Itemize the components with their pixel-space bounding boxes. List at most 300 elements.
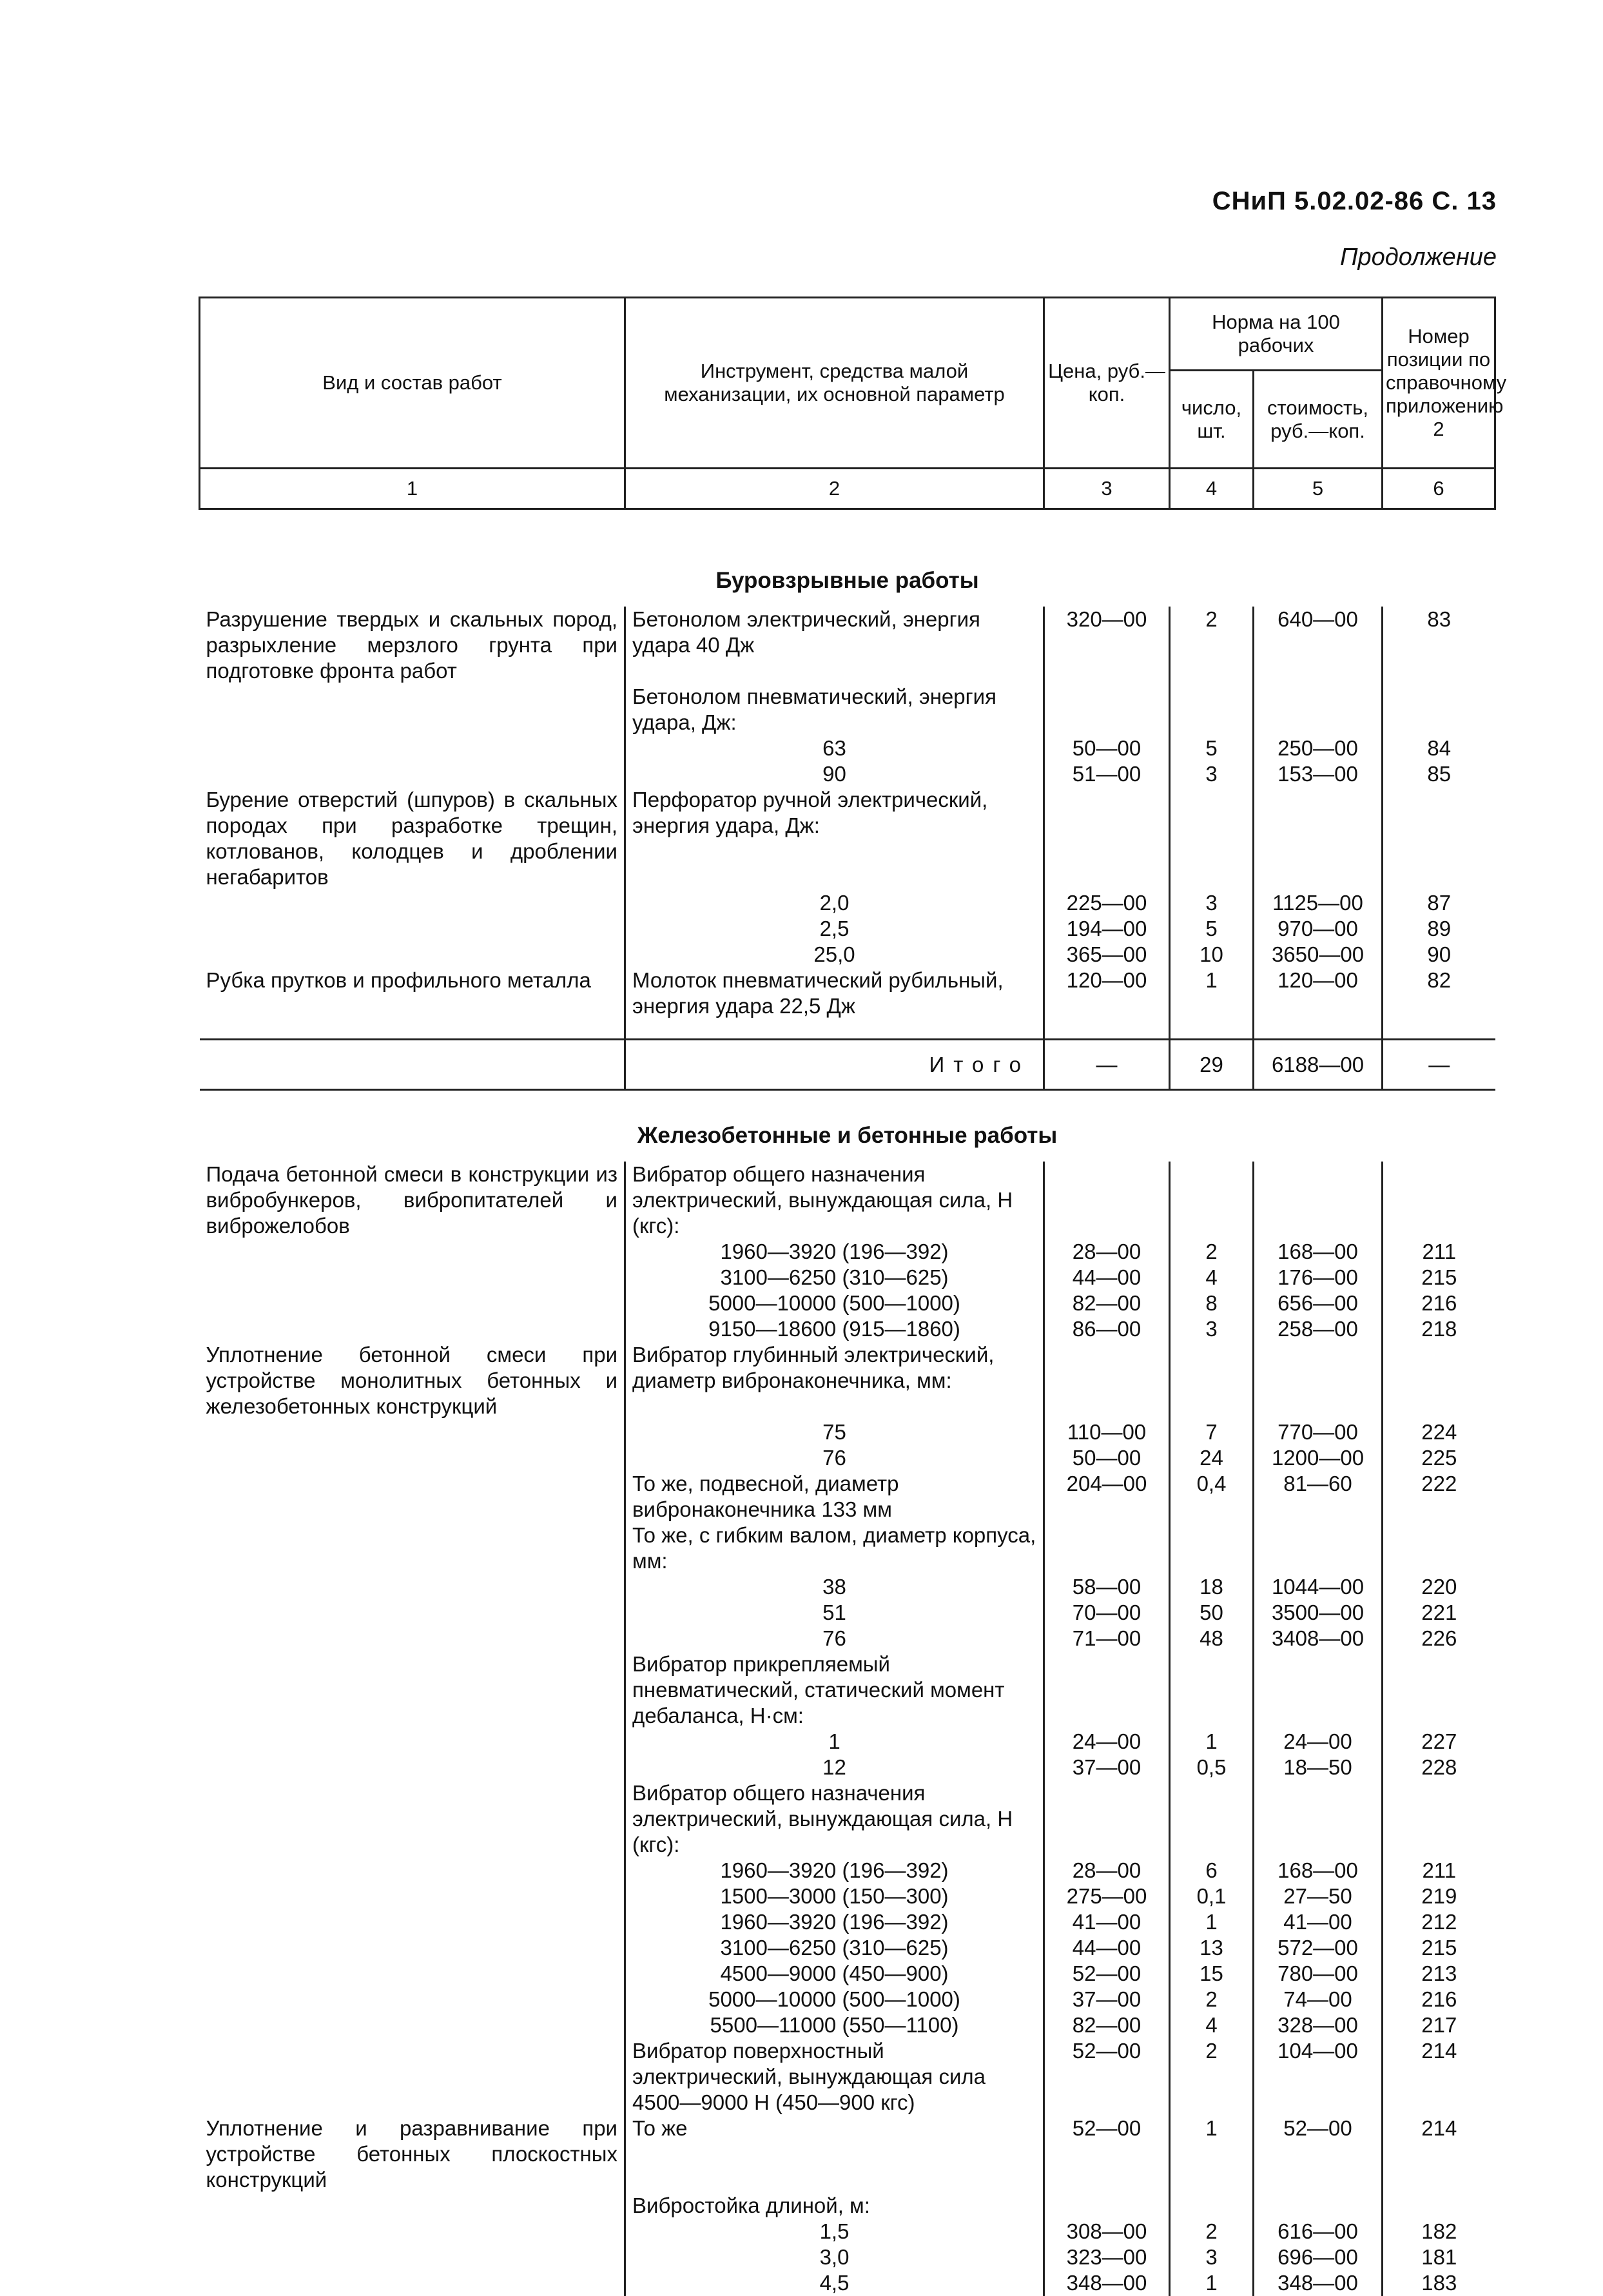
price-cell: 28—00 [1044, 1239, 1170, 1265]
work-description: Подача бетонной смеси в конструкции из вибробункеров, вибропитателей и виброжелобов [200, 1162, 625, 1239]
cost-cell: 168—00 [1254, 1239, 1383, 1265]
column-number-4: 4 [1170, 469, 1254, 509]
instrument-description: Вибратор глубинный электрический, диаметр вибронаконечника, мм: [625, 1342, 1044, 1419]
position-cell: 211 [1383, 1858, 1495, 1883]
work-description [200, 1651, 625, 1729]
spacer-cell [1170, 1019, 1254, 1040]
cost-cell: 656—00 [1254, 1290, 1383, 1316]
instrument-description: То же, подвесной, диаметр вибронаконечника 133 мм [625, 1471, 1044, 1523]
price-cell: 320—00 [1044, 607, 1170, 684]
price-cell: 70—00 [1044, 1600, 1170, 1626]
price-cell: 41—00 [1044, 1909, 1170, 1935]
count-cell: 2 [1170, 607, 1254, 684]
count-cell [1170, 1651, 1254, 1729]
cost-cell [1254, 1342, 1383, 1419]
position-cell: 215 [1383, 1265, 1495, 1290]
position-cell: 216 [1383, 1290, 1495, 1316]
table-row [200, 1883, 1495, 1909]
table-row [200, 761, 1495, 787]
price-cell: 37—00 [1044, 1987, 1170, 2012]
cost-cell: 1200—00 [1254, 1445, 1383, 1471]
position-cell: 82 [1383, 968, 1495, 1019]
count-cell: 13 [1170, 1935, 1254, 1961]
price-cell: 82—00 [1044, 2012, 1170, 2038]
instrument-description: 2,5 [625, 916, 1044, 942]
position-cell: 84 [1383, 735, 1495, 761]
cost-cell: 348—00 [1254, 2270, 1383, 2296]
price-cell: 348—00 [1044, 2270, 1170, 2296]
page-header: СНиП 5.02.02-86 С. 13 [1212, 187, 1497, 215]
cost-cell: 572—00 [1254, 1935, 1383, 1961]
work-description [200, 684, 625, 735]
position-cell [1383, 684, 1495, 735]
instrument-description: 5500—11000 (550—1100) [625, 2012, 1044, 2038]
instrument-description: 5000—10000 (500—1000) [625, 1290, 1044, 1316]
cost-cell: 52—00 [1254, 2116, 1383, 2193]
price-cell: 51—00 [1044, 761, 1170, 787]
instrument-description: 12 [625, 1755, 1044, 1780]
price-cell [1044, 2193, 1170, 2219]
work-description [200, 1290, 625, 1316]
work-description [200, 1471, 625, 1523]
instrument-description: Бетонолом электрический, энергия удара 40 Дж [625, 607, 1044, 684]
position-cell [1383, 1342, 1495, 1419]
count-cell: 4 [1170, 2012, 1254, 2038]
table-row [200, 1265, 1495, 1290]
instrument-description: 9150—18600 (915—1860) [625, 1316, 1044, 1342]
position-cell: 226 [1383, 1626, 1495, 1651]
price-cell: 71—00 [1044, 1626, 1170, 1651]
count-cell: 5 [1170, 735, 1254, 761]
cost-cell: 104—00 [1254, 2038, 1383, 2116]
price-cell [1044, 1651, 1170, 1729]
table-row [200, 1523, 1495, 1574]
table-row [200, 787, 1495, 890]
count-cell: 1 [1170, 968, 1254, 1019]
table-row [200, 916, 1495, 942]
work-description [200, 1419, 625, 1445]
instrument-description: 3100—6250 (310—625) [625, 1265, 1044, 1290]
table-row [200, 1419, 1495, 1445]
instrument-description: 5000—10000 (500—1000) [625, 1987, 1044, 2012]
cost-cell: 18—50 [1254, 1755, 1383, 1780]
instrument-description: 3100—6250 (310—625) [625, 1935, 1044, 1961]
instrument-description: Бетонолом пневматический, энергия удара, Дж: [625, 684, 1044, 735]
cost-cell: 640—00 [1254, 607, 1383, 684]
cost-cell: 696—00 [1254, 2244, 1383, 2270]
price-cell [1044, 1523, 1170, 1574]
cost-cell [1254, 787, 1383, 890]
position-cell: 218 [1383, 1316, 1495, 1342]
cost-cell [1254, 1651, 1383, 1729]
table-row [200, 2244, 1495, 2270]
count-cell: 15 [1170, 1961, 1254, 1987]
position-cell: 224 [1383, 1419, 1495, 1445]
count-cell [1170, 1162, 1254, 1239]
cost-cell: 780—00 [1254, 1961, 1383, 1987]
price-cell [1044, 1780, 1170, 1858]
work-description [200, 1755, 625, 1780]
count-cell: 10 [1170, 942, 1254, 968]
table-row [200, 2038, 1495, 2116]
count-cell: 3 [1170, 1316, 1254, 1342]
position-cell: 215 [1383, 1935, 1495, 1961]
price-cell: 120—00 [1044, 968, 1170, 1019]
work-description [200, 890, 625, 916]
price-cell: 58—00 [1044, 1574, 1170, 1600]
work-description: Рубка прутков и профильного металла [200, 968, 625, 1019]
work-description [200, 1445, 625, 1471]
price-cell: 204—00 [1044, 1471, 1170, 1523]
cost-cell: 168—00 [1254, 1858, 1383, 1883]
instrument-description: 1960—3920 (196—392) [625, 1909, 1044, 1935]
price-cell: 82—00 [1044, 1290, 1170, 1316]
position-cell [1383, 787, 1495, 890]
price-cell: 52—00 [1044, 1961, 1170, 1987]
section-title: Железобетонные и бетонные работы [200, 1090, 1495, 1162]
cost-cell: 616—00 [1254, 2219, 1383, 2244]
position-cell: 225 [1383, 1445, 1495, 1471]
section-heading-row [200, 509, 1495, 607]
position-cell: 216 [1383, 1987, 1495, 2012]
column-number-6: 6 [1383, 469, 1495, 509]
instrument-description: Виброcтойка длиной, м: [625, 2193, 1044, 2219]
cost-cell: 3500—00 [1254, 1600, 1383, 1626]
position-cell: 83 [1383, 607, 1495, 684]
position-cell: 181 [1383, 2244, 1495, 2270]
count-cell: 48 [1170, 1626, 1254, 1651]
cost-cell: 74—00 [1254, 1987, 1383, 2012]
cost-cell: 27—50 [1254, 1883, 1383, 1909]
count-cell [1170, 1780, 1254, 1858]
table-row [200, 1290, 1495, 1316]
position-cell: 212 [1383, 1909, 1495, 1935]
work-description: Уплотнение бетонной смеси при устройстве монолитных бетонных и железобетонных конструкций [200, 1342, 625, 1419]
th-work-type: Вид и состав работ [200, 298, 625, 469]
table-row [200, 1445, 1495, 1471]
column-number-3: 3 [1044, 469, 1170, 509]
cost-cell [1254, 2193, 1383, 2219]
table-row [200, 1600, 1495, 1626]
work-description [200, 1626, 625, 1651]
cost-cell: 3650—00 [1254, 942, 1383, 968]
price-cell: 225—00 [1044, 890, 1170, 916]
instrument-description: 76 [625, 1445, 1044, 1471]
total-label: Итого [625, 1040, 1044, 1090]
cost-cell: 1125—00 [1254, 890, 1383, 916]
position-cell: 219 [1383, 1883, 1495, 1909]
cost-cell: 176—00 [1254, 1265, 1383, 1290]
price-cell: 194—00 [1044, 916, 1170, 942]
total-cost: 6188—00 [1254, 1040, 1383, 1090]
instrument-description: 1960—3920 (196—392) [625, 1239, 1044, 1265]
cost-cell: 328—00 [1254, 2012, 1383, 2038]
th-count: число, шт. [1170, 371, 1254, 469]
work-description [200, 1883, 625, 1909]
table-row [200, 1239, 1495, 1265]
count-cell: 1 [1170, 1909, 1254, 1935]
spacer-cell [200, 1019, 625, 1040]
position-cell [1383, 1523, 1495, 1574]
instrument-description: 38 [625, 1574, 1044, 1600]
table-row [200, 1316, 1495, 1342]
table-row [200, 2219, 1495, 2244]
instrument-description: 4500—9000 (450—900) [625, 1961, 1044, 1987]
work-description: Бурение отверстий (шпуров) в скальных породах при разработке трещин, котлованов, колодцев и дроблении негабаритов [200, 787, 625, 890]
price-cell: 37—00 [1044, 1755, 1170, 1780]
instrument-description: Молоток пневматический рубильный, энергия удара 22,5 Дж [625, 968, 1044, 1019]
instrument-description: 2,0 [625, 890, 1044, 916]
price-cell: 365—00 [1044, 942, 1170, 968]
spacer-cell [1044, 1019, 1170, 1040]
cost-cell: 3408—00 [1254, 1626, 1383, 1651]
price-cell: 50—00 [1044, 735, 1170, 761]
work-description [200, 1909, 625, 1935]
price-cell [1044, 684, 1170, 735]
cost-cell: 250—00 [1254, 735, 1383, 761]
count-cell: 4 [1170, 1265, 1254, 1290]
position-cell: 214 [1383, 2038, 1495, 2116]
instrument-description: 1500—3000 (150—300) [625, 1883, 1044, 1909]
price-cell: 28—00 [1044, 1858, 1170, 1883]
th-cost: стоимость, руб.—коп. [1254, 371, 1383, 469]
th-norm: Норма на 100 рабочих [1170, 298, 1383, 371]
spacer-row [200, 1019, 1495, 1040]
instrument-description: Вибратор общего назначения электрический, вынуждающая сила, Н (кгс): [625, 1780, 1044, 1858]
section-heading-row [200, 1090, 1495, 1162]
total-blank [200, 1040, 625, 1090]
price-cell: 308—00 [1044, 2219, 1170, 2244]
instrument-description: 3,0 [625, 2244, 1044, 2270]
table-row [200, 2116, 1495, 2193]
count-cell: 0,5 [1170, 1755, 1254, 1780]
table-row [200, 607, 1495, 684]
table-row [200, 1935, 1495, 1961]
instrument-description: 75 [625, 1419, 1044, 1445]
work-description [200, 1961, 625, 1987]
work-description [200, 1523, 625, 1574]
position-cell: 217 [1383, 2012, 1495, 2038]
total-position: — [1383, 1040, 1495, 1090]
work-description [200, 735, 625, 761]
table-row [200, 1858, 1495, 1883]
price-cell: 44—00 [1044, 1265, 1170, 1290]
work-description [200, 1316, 625, 1342]
count-cell: 2 [1170, 2219, 1254, 2244]
instrument-description: 1 [625, 1729, 1044, 1755]
table-row [200, 1987, 1495, 2012]
table-row [200, 1909, 1495, 1935]
work-description [200, 1935, 625, 1961]
count-cell [1170, 1523, 1254, 1574]
cost-cell [1254, 684, 1383, 735]
work-description [200, 916, 625, 942]
instrument-description: 90 [625, 761, 1044, 787]
cost-cell: 41—00 [1254, 1909, 1383, 1935]
spacer-cell [625, 1019, 1044, 1040]
instrument-description: То же, с гибким валом, диаметр корпуса, мм: [625, 1523, 1044, 1574]
count-cell: 0,4 [1170, 1471, 1254, 1523]
count-cell: 3 [1170, 2244, 1254, 2270]
total-count: 29 [1170, 1040, 1254, 1090]
price-cell: 52—00 [1044, 2116, 1170, 2193]
position-cell: 90 [1383, 942, 1495, 968]
work-description [200, 1600, 625, 1626]
cost-cell: 24—00 [1254, 1729, 1383, 1755]
instrument-description: Вибратор прикрепляемый пневматический, статический момент дебаланса, Н·см: [625, 1651, 1044, 1729]
position-cell: 211 [1383, 1239, 1495, 1265]
th-instrument: Инструмент, средства малой механизации, их основной параметр [625, 298, 1044, 469]
count-cell [1170, 2193, 1254, 2219]
count-cell: 2 [1170, 2038, 1254, 2116]
price-cell: 86—00 [1044, 1316, 1170, 1342]
work-description: Уплотнение и разравнивание при устройстве бетонных плоскостных конструкций [200, 2116, 625, 2193]
price-cell: 110—00 [1044, 1419, 1170, 1445]
work-description [200, 2219, 625, 2244]
position-cell: 87 [1383, 890, 1495, 916]
work-description [200, 942, 625, 968]
work-description [200, 2193, 625, 2219]
continuation-label: Продолжение [1340, 244, 1497, 271]
table-row [200, 1574, 1495, 1600]
work-description [200, 2012, 625, 2038]
column-number-5: 5 [1254, 469, 1383, 509]
count-cell [1170, 787, 1254, 890]
table-row [200, 1626, 1495, 1651]
work-description [200, 2270, 625, 2296]
count-cell: 2 [1170, 1987, 1254, 2012]
count-cell [1170, 684, 1254, 735]
work-description [200, 2244, 625, 2270]
position-cell: 220 [1383, 1574, 1495, 1600]
instrument-description: Вибратор общего назначения электрический, вынуждающая сила, Н (кгс): [625, 1162, 1044, 1239]
table-row [200, 890, 1495, 916]
count-cell: 8 [1170, 1290, 1254, 1316]
cost-cell: 81—60 [1254, 1471, 1383, 1523]
instrument-description: 51 [625, 1600, 1044, 1626]
work-description: Разрушение твердых и скальных пород, разрыхление мерзлого грунта при подготовке фронта работ [200, 607, 625, 684]
count-cell: 5 [1170, 916, 1254, 942]
total-row [200, 1040, 1495, 1090]
price-cell [1044, 1342, 1170, 1419]
table-row [200, 2193, 1495, 2219]
count-cell: 1 [1170, 1729, 1254, 1755]
price-cell: 275—00 [1044, 1883, 1170, 1909]
count-cell: 1 [1170, 2116, 1254, 2193]
table-row [200, 1471, 1495, 1523]
count-cell: 24 [1170, 1445, 1254, 1471]
cost-cell: 153—00 [1254, 761, 1383, 787]
instrument-description: Перфоратор ручной электрический, энергия удара, Дж: [625, 787, 1044, 890]
th-position: Номер позиции по справочному приложению 2 [1383, 298, 1495, 469]
table-row [200, 1729, 1495, 1755]
count-cell: 6 [1170, 1858, 1254, 1883]
price-cell: 24—00 [1044, 1729, 1170, 1755]
cost-cell: 1044—00 [1254, 1574, 1383, 1600]
position-cell: 222 [1383, 1471, 1495, 1523]
table-row [200, 2012, 1495, 2038]
table-row [200, 684, 1495, 735]
count-cell [1170, 1342, 1254, 1419]
table-row [200, 2270, 1495, 2296]
position-cell [1383, 1162, 1495, 1239]
work-description [200, 1780, 625, 1858]
count-cell: 18 [1170, 1574, 1254, 1600]
count-cell: 3 [1170, 890, 1254, 916]
position-cell [1383, 2193, 1495, 2219]
th-price: Цена, руб.—коп. [1044, 298, 1170, 469]
norms-table [199, 297, 1507, 2296]
cost-cell: 258—00 [1254, 1316, 1383, 1342]
position-cell: 183 [1383, 2270, 1495, 2296]
work-description [200, 761, 625, 787]
work-description [200, 1987, 625, 2012]
instrument-description: 1,5 [625, 2219, 1044, 2244]
price-cell: 50—00 [1044, 1445, 1170, 1471]
table-row [200, 942, 1495, 968]
instrument-description: Вибратор поверхностный электрический, вынуждающая сила 4500—9000 Н (450—900 кгс) [625, 2038, 1044, 2116]
price-cell: 52—00 [1044, 2038, 1170, 2116]
price-cell: 44—00 [1044, 1935, 1170, 1961]
instrument-description: 4,5 [625, 2270, 1044, 2296]
cost-cell [1254, 1162, 1383, 1239]
price-cell [1044, 1162, 1170, 1239]
position-cell [1383, 1651, 1495, 1729]
table-row [200, 1651, 1495, 1729]
work-description [200, 1239, 625, 1265]
table-row [200, 1780, 1495, 1858]
position-cell: 221 [1383, 1600, 1495, 1626]
instrument-description: 76 [625, 1626, 1044, 1651]
total-price: — [1044, 1040, 1170, 1090]
position-cell: 213 [1383, 1961, 1495, 1987]
table-row [200, 968, 1495, 1019]
price-cell [1044, 787, 1170, 890]
table-row [200, 1162, 1495, 1239]
position-cell: 89 [1383, 916, 1495, 942]
position-cell [1383, 1780, 1495, 1858]
column-number-2: 2 [625, 469, 1044, 509]
table-row [200, 735, 1495, 761]
work-description [200, 1858, 625, 1883]
count-cell: 2 [1170, 1239, 1254, 1265]
column-number-1: 1 [200, 469, 625, 509]
cost-cell [1254, 1523, 1383, 1574]
spacer-cell [1254, 1019, 1383, 1040]
work-description [200, 2038, 625, 2116]
position-cell: 227 [1383, 1729, 1495, 1755]
instrument-description: 25,0 [625, 942, 1044, 968]
count-cell: 7 [1170, 1419, 1254, 1445]
count-cell: 50 [1170, 1600, 1254, 1626]
position-cell: 182 [1383, 2219, 1495, 2244]
instrument-description: То же [625, 2116, 1044, 2193]
count-cell: 1 [1170, 2270, 1254, 2296]
instrument-description: 63 [625, 735, 1044, 761]
table-row [200, 1342, 1495, 1419]
position-cell: 228 [1383, 1755, 1495, 1780]
cost-cell [1254, 1780, 1383, 1858]
cost-cell: 770—00 [1254, 1419, 1383, 1445]
table-row [200, 1961, 1495, 1987]
work-description [200, 1729, 625, 1755]
work-description [200, 1265, 625, 1290]
position-cell: 214 [1383, 2116, 1495, 2193]
price-cell: 323—00 [1044, 2244, 1170, 2270]
cost-cell: 970—00 [1254, 916, 1383, 942]
spacer-cell [1383, 1019, 1495, 1040]
count-cell: 0,1 [1170, 1883, 1254, 1909]
